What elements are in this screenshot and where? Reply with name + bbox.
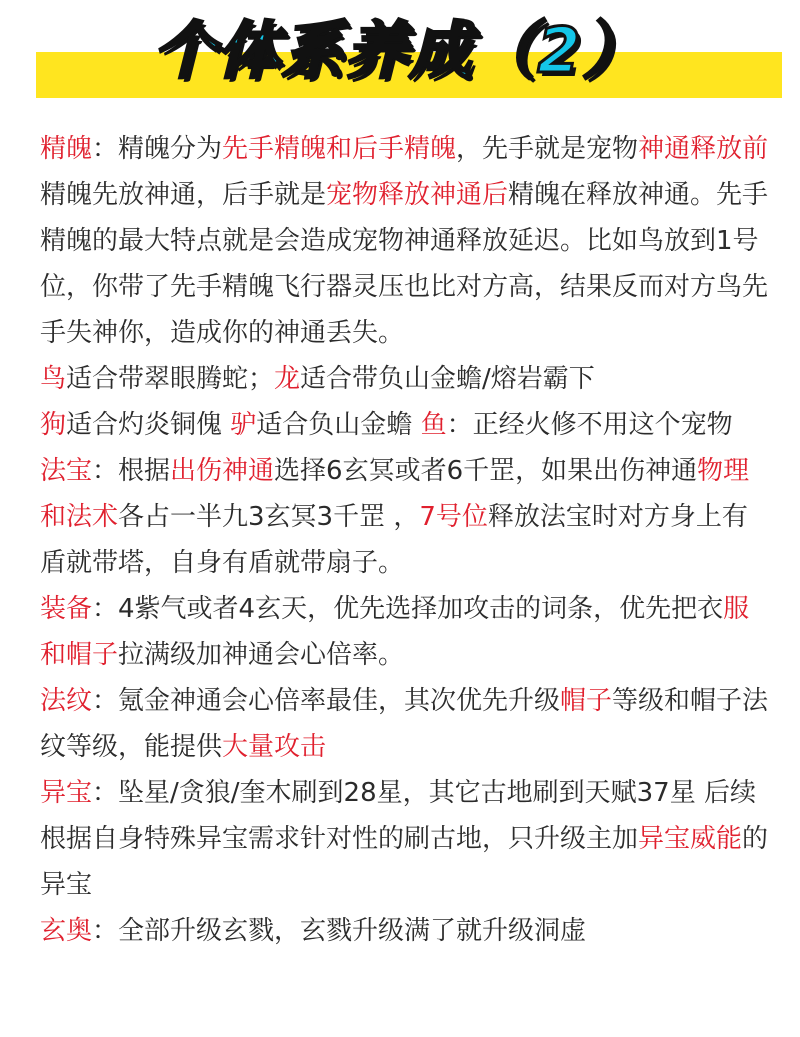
highlighted-text: 7号位: [419, 502, 488, 532]
body-text: 适合带负山金蟾/熔岩霸下: [300, 364, 595, 394]
body-text: ：全部升级玄戮，玄戮升级满了就升级洞虚: [92, 916, 587, 946]
body-text: ：正经火修不用这个宠物: [446, 410, 733, 440]
body-text: 等级和帽子法纹等级，能提供: [40, 686, 769, 762]
body-text: ：坠星/贪狼/奎木刷到28星，其它古地刷到天赋37星 后续根据自身特殊异宝需求针对性的刷古地，只升级主加: [40, 778, 756, 854]
highlighted-text: 物理和法术: [40, 456, 750, 532]
highlighted-text: 驴: [230, 410, 257, 440]
highlighted-text: 龙: [274, 364, 301, 394]
paragraph-fabao: [40, 448, 770, 586]
body-text: 适合负山金蟾: [256, 410, 421, 440]
highlighted-text: 大量攻击: [222, 732, 327, 762]
body-text: ：精魄分为: [92, 134, 223, 164]
highlighted-text: 法纹: [40, 686, 93, 716]
body-text: 释放法宝时对方身上有盾就带塔，自身有盾就带扇子。: [40, 502, 748, 578]
highlighted-text: 鱼: [420, 410, 447, 440]
header: [0, 0, 800, 110]
page-title: 个体系养成（2）: [153, 14, 647, 87]
paragraph-yibao: [40, 770, 770, 908]
paragraph-fawen: [40, 678, 770, 770]
content: [40, 126, 770, 954]
body-text: 拉满级加神通会心倍率。: [118, 640, 405, 670]
paragraph-jingpo: [40, 126, 770, 356]
body-text: 适合带翠眼腾蛇；: [66, 364, 275, 394]
highlighted-text: 神通释放前: [638, 134, 769, 164]
paragraph-xuanao: [40, 908, 770, 954]
body-text: ：4紫气或者4玄天，优先选择加攻击的词条，优先把衣: [92, 594, 724, 624]
paragraph-zhuangbei: [40, 586, 770, 678]
highlighted-text: 异宝: [40, 778, 93, 808]
body-text: ：根据: [92, 456, 171, 486]
highlighted-text: 帽子: [560, 686, 613, 716]
body-text: 各占一半九3玄冥3千罡 ，: [118, 502, 420, 532]
highlighted-text: 出伤神通: [170, 456, 275, 486]
paragraph-gou-lv-yu: [40, 402, 770, 448]
body-text: 的异宝: [40, 824, 769, 900]
body-text: ，先手就是宠物: [456, 134, 639, 164]
body-text: 选择6玄冥或者6千罡，如果出伤神通: [274, 456, 698, 486]
paragraph-niao-long: [40, 356, 770, 402]
highlighted-text: 服和帽子: [40, 594, 750, 670]
body-text: ：氪金神通会心倍率最佳，其次优先升级: [92, 686, 561, 716]
highlighted-text: 装备: [40, 594, 93, 624]
highlighted-text: 法宝: [40, 456, 93, 486]
highlighted-text: 玄奥: [40, 916, 93, 946]
body-text: 精魄先放神通，后手就是: [40, 180, 327, 210]
highlighted-text: 异宝威能: [638, 824, 743, 854]
highlighted-text: 先手精魄和后手精魄: [222, 134, 457, 164]
highlighted-text: 鸟: [40, 364, 67, 394]
highlighted-text: 宠物释放神通后: [326, 180, 509, 210]
body-text: 精魄在释放神通。先手精魄的最大特点就是会造成宠物神通释放延迟。比如鸟放到1号位，你带了先手精魄飞行器灵压也比对方高，结果反而对方鸟先手失神你，造成你的神通丢失。: [40, 180, 769, 348]
highlighted-text: 狗: [40, 410, 67, 440]
highlighted-text: 精魄: [40, 134, 93, 164]
body-text: 适合灼炎铜傀: [66, 410, 231, 440]
